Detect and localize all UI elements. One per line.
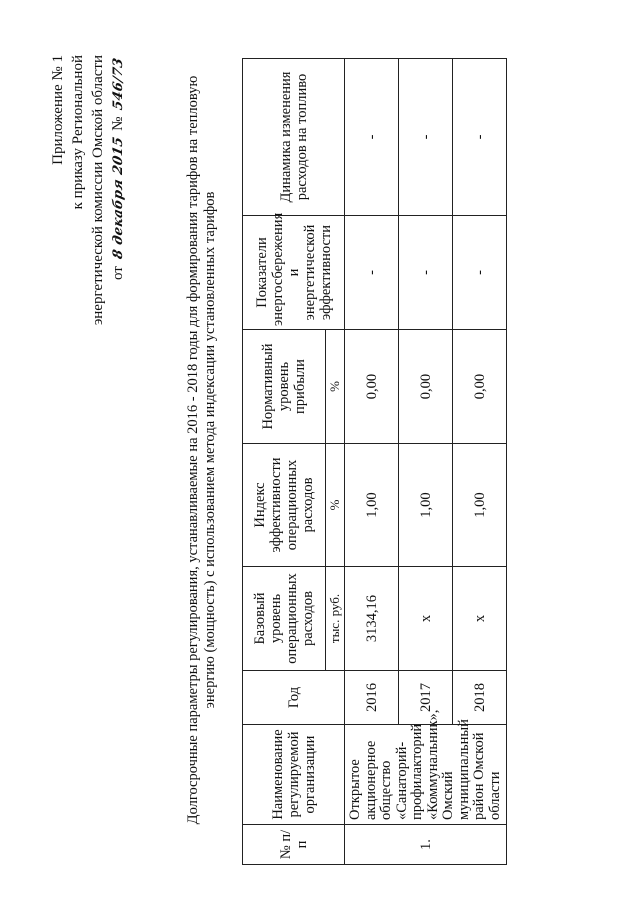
cell-fuel-dynamics: - bbox=[399, 59, 453, 216]
appendix-order-line: к приказу Региональной bbox=[70, 55, 86, 210]
organization-name: Открытое акционерное общество «Санаторий-профилакторий «Коммунальник», Омский муниципальный район Омской области bbox=[345, 725, 507, 825]
handwritten-date: 8 декабря 2015 bbox=[111, 135, 126, 261]
cell-energy-saving: - bbox=[399, 216, 453, 330]
cell-efficiency-index: 1,00 bbox=[345, 444, 399, 567]
header-base-level: Базовый уровень операционных расходов bbox=[243, 567, 326, 671]
appendix-commission-line: энергетической комиссии Омской области bbox=[90, 55, 106, 326]
unit-efficiency-index: % bbox=[326, 444, 345, 567]
header-energy-saving: Показатели энергосбережения и энергетической эффективности bbox=[243, 216, 345, 330]
date-prefix: от bbox=[110, 266, 126, 281]
cell-energy-saving: - bbox=[345, 216, 399, 330]
header-profit-level: Нормативный уровень прибыли bbox=[243, 330, 326, 444]
appendix-date-line bbox=[108, 55, 129, 415]
header-year: Год bbox=[243, 671, 345, 725]
parameters-table bbox=[242, 58, 507, 865]
cell-profit-level: 0,00 bbox=[345, 330, 399, 444]
document-caption bbox=[185, 35, 219, 865]
cell-base-level: х bbox=[399, 567, 453, 671]
caption-line-2: энергию (мощность) с использованием метода индексации установленных тарифов bbox=[202, 191, 218, 709]
appendix-block bbox=[48, 55, 129, 415]
header-efficiency-index: Индекс эффективности операционных расходов bbox=[243, 444, 326, 567]
row-number: 1. bbox=[345, 825, 507, 865]
table-row bbox=[345, 59, 399, 865]
appendix-title: Приложение № 1 bbox=[50, 55, 66, 165]
cell-energy-saving: - bbox=[453, 216, 507, 330]
handwritten-number: 546/73 bbox=[111, 56, 126, 112]
caption-line-1: Долгосрочные параметры регулирования, устанавливаемые на 2016 - 2018 годы для формирования тарифов на тепловую bbox=[185, 75, 201, 825]
cell-profit-level: 0,00 bbox=[453, 330, 507, 444]
header-organization: Наименование регулируемой организации bbox=[243, 725, 345, 825]
cell-year: 2018 bbox=[453, 671, 507, 725]
cell-year: 2017 bbox=[399, 671, 453, 725]
cell-efficiency-index: 1,00 bbox=[453, 444, 507, 567]
cell-base-level: х bbox=[453, 567, 507, 671]
cell-efficiency-index: 1,00 bbox=[399, 444, 453, 567]
header-fuel-dynamics: Динамика изменения расходов на топливо bbox=[243, 59, 345, 216]
cell-year: 2016 bbox=[345, 671, 399, 725]
number-sign: № bbox=[110, 116, 126, 131]
header-number: № п/п bbox=[243, 825, 345, 865]
cell-profit-level: 0,00 bbox=[399, 330, 453, 444]
cell-base-level: 3134,16 bbox=[345, 567, 399, 671]
cell-fuel-dynamics: - bbox=[453, 59, 507, 216]
unit-profit-level: % bbox=[326, 330, 345, 444]
cell-fuel-dynamics: - bbox=[345, 59, 399, 216]
unit-base-level: тыс. руб. bbox=[326, 567, 345, 671]
